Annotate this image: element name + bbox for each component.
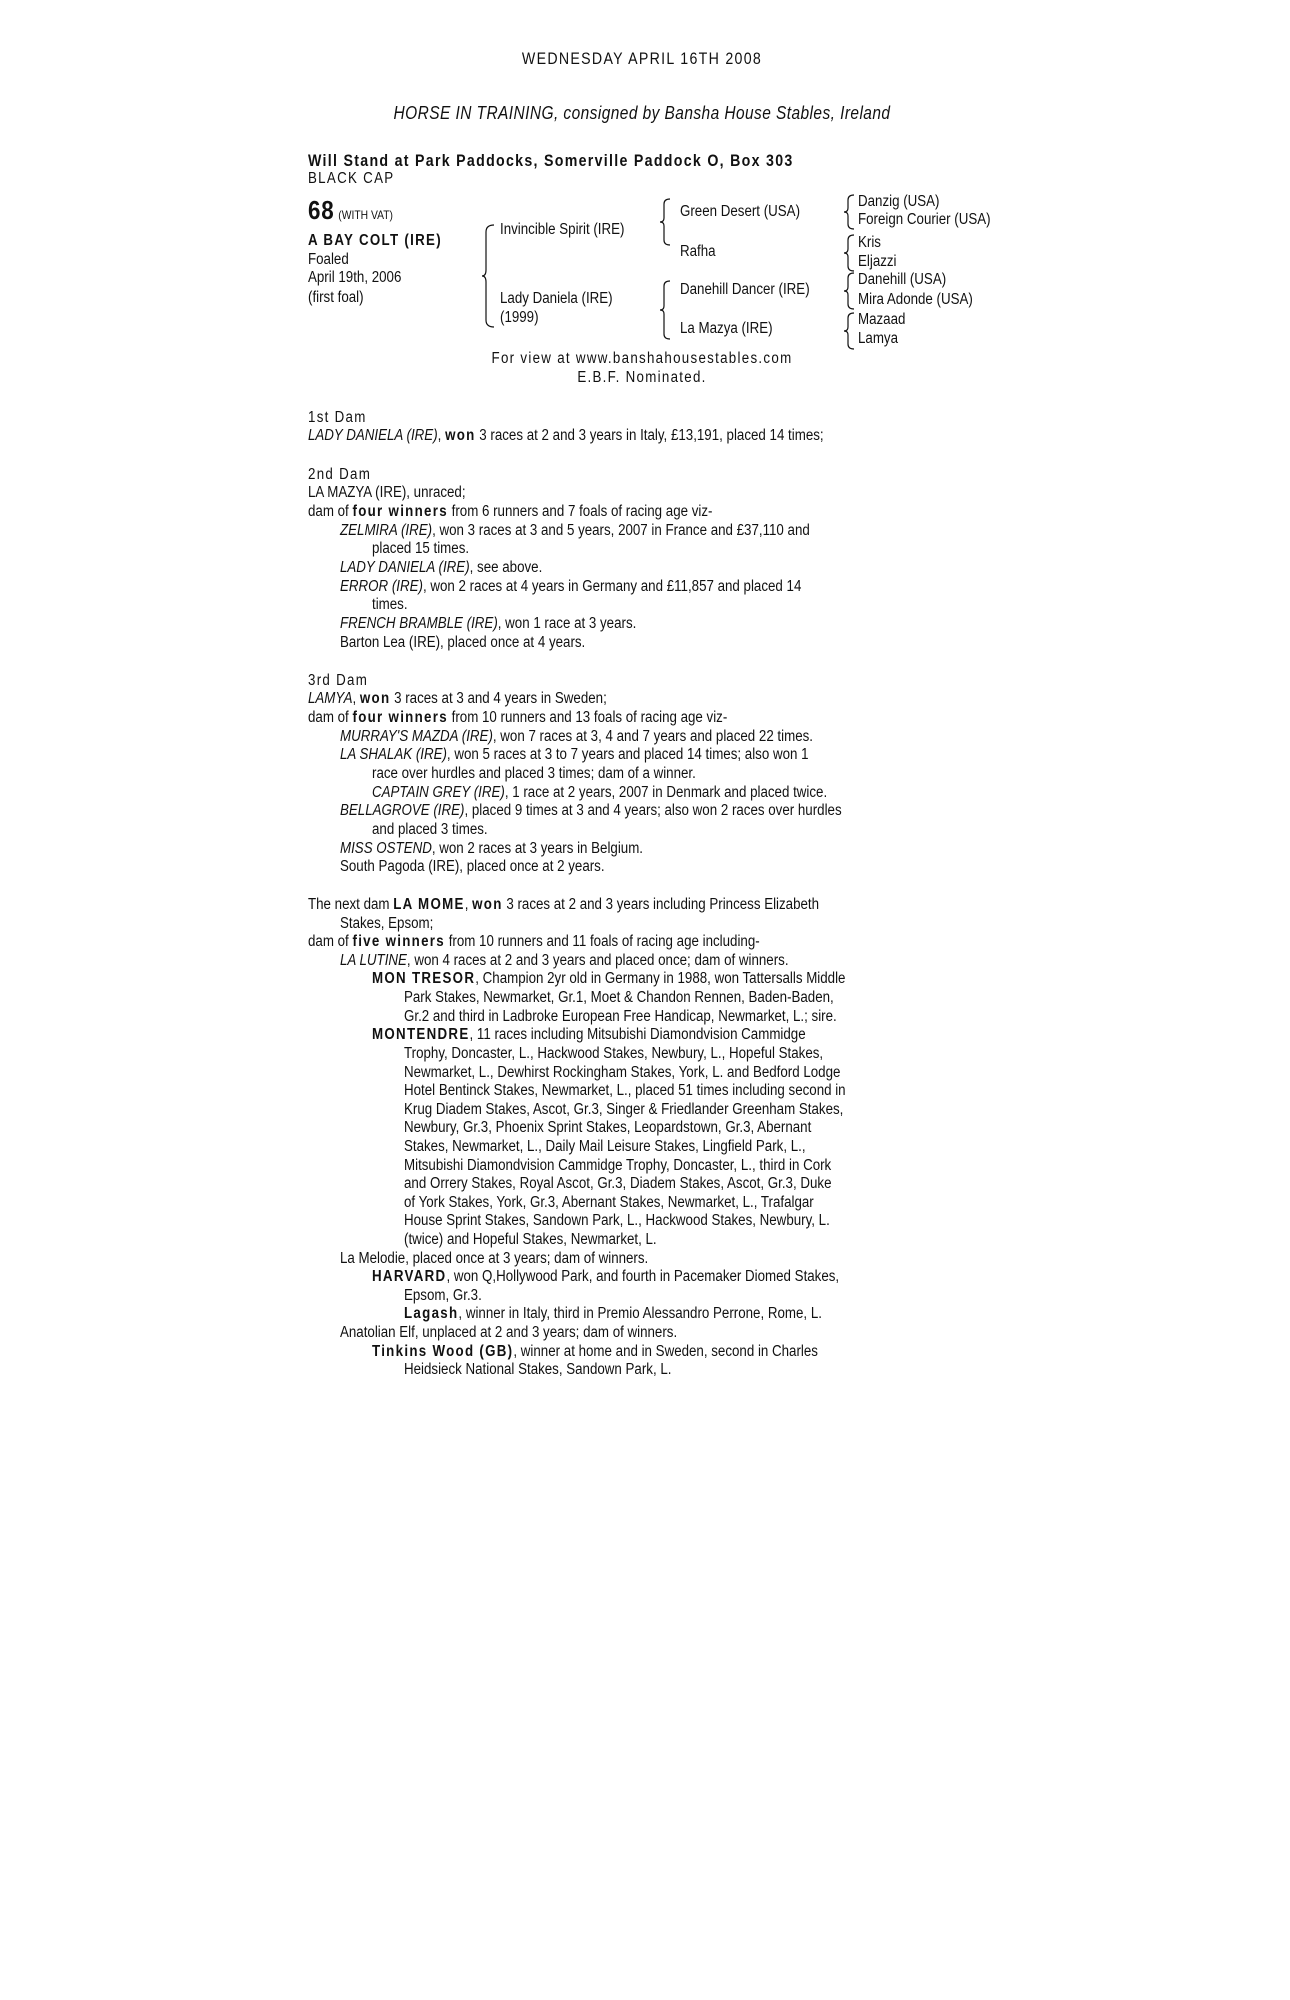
dam3-progeny-2-sub: CAPTAIN GREY (IRE), 1 race at 2 years, 2007 in Denmark and placed twice. bbox=[372, 784, 828, 801]
sale-date: WEDNESDAY APRIL 16TH 2008 bbox=[521, 50, 763, 68]
dam1-won: won bbox=[445, 427, 476, 444]
pedigree-dss: Danehill (USA) bbox=[858, 271, 947, 288]
montendre-line-3: Hotel Bentinck Stakes, Newmarket, L., placed 51 times including second in bbox=[404, 1082, 846, 1099]
harvard: HARVARD, won Q,Hollywood Park, and fourth in Pacemaker Diomed Stakes, bbox=[372, 1268, 840, 1285]
tinkins-wood-cont: Heidsieck National Stakes, Sandown Park, L. bbox=[404, 1361, 672, 1378]
montendre-line-5: Newbury, Gr.3, Phoenix Sprint Stakes, Leopardstown, Gr.3, Abernant bbox=[404, 1119, 812, 1136]
dam2-heading: 2nd Dam bbox=[308, 466, 372, 483]
montendre-line-4: Krug Diadem Stakes, Ascot, Gr.3, Singer & Friedlander Greenham Stakes, bbox=[404, 1101, 844, 1118]
first-foal: (first foal) bbox=[308, 289, 364, 306]
next-dam-line-cont: Stakes, Epsom; bbox=[340, 915, 434, 932]
consignment-title: HORSE IN TRAINING, consigned by Bansha House Stables, Ireland bbox=[393, 103, 891, 123]
pedigree-dam-sire: Danehill Dancer (IRE) bbox=[680, 281, 810, 298]
stand-location: Will Stand at Park Paddocks, Somerville Paddock O, Box 303 bbox=[308, 152, 794, 170]
foaled-date: April 19th, 2006 bbox=[308, 269, 402, 286]
pedigree-bracket-dam bbox=[660, 280, 672, 340]
dam1-line: LADY DANIELA (IRE), won 3 races at 2 and 3 years in Italy, £13,191, placed 14 times; bbox=[308, 427, 824, 444]
foaled-label: Foaled bbox=[308, 251, 349, 268]
pedigree-bracket-ds bbox=[844, 272, 856, 310]
next-dam-mon-tresor-l3: Gr.2 and third in Ladbroke European Free Handicap, Newmarket, L.; sire. bbox=[404, 1008, 837, 1025]
montendre-line-2: Newmarket, L., Dewhirst Rockingham Stakes, York, L. and Bedford Lodge bbox=[404, 1064, 841, 1081]
pedigree-dsd: Mira Adonde (USA) bbox=[858, 291, 973, 308]
dam3-progeny-1: MURRAY'S MAZDA (IRE), won 7 races at 3, 4 and 7 years and placed 22 times. bbox=[340, 728, 813, 745]
dam3-progeny-3-cont: and placed 3 times. bbox=[372, 821, 488, 838]
dam3-progeny-2: LA SHALAK (IRE), won 5 races at 3 to 7 years and placed 14 times; also won 1 bbox=[340, 746, 809, 763]
dam2-dam-of: dam of four winners from 6 runners and 7 foals of racing age viz- bbox=[308, 503, 713, 520]
tinkins-wood: Tinkins Wood (GB), winner at home and in Sweden, second in Charles bbox=[372, 1343, 818, 1360]
pedigree-bracket-dd bbox=[844, 312, 856, 350]
dam1-text: 3 races at 2 and 3 years in Italy, £13,191, placed 14 times; bbox=[475, 427, 824, 444]
pedigree-bracket-sd bbox=[844, 234, 856, 272]
pedigree-dam-dam: La Mazya (IRE) bbox=[680, 320, 773, 337]
pedigree-sire-dam: Rafha bbox=[680, 243, 716, 260]
dam3-progeny-2-cont: race over hurdles and placed 3 times; dam of a winner. bbox=[372, 765, 696, 782]
dam2-intro: LA MAZYA (IRE), unraced; bbox=[308, 484, 466, 501]
dam2-progeny-1-cont: placed 15 times. bbox=[372, 540, 470, 557]
dam1-heading: 1st Dam bbox=[308, 409, 367, 426]
montendre-line-1: Trophy, Doncaster, L., Hackwood Stakes, Newbury, L., Hopeful Stakes, bbox=[404, 1045, 824, 1062]
montendre-line-6: Stakes, Newmarket, L., Daily Mail Leisure Stakes, Lingfield Park, L., bbox=[404, 1138, 806, 1155]
anatolian-elf: Anatolian Elf, unplaced at 2 and 3 years; dam of winners. bbox=[340, 1324, 678, 1341]
pedigree-sire-sire: Green Desert (USA) bbox=[680, 203, 801, 220]
pedigree-ssd: Foreign Courier (USA) bbox=[858, 211, 991, 228]
pedigree-sdd: Eljazzi bbox=[858, 253, 897, 270]
dam3-progeny-4: MISS OSTEND, won 2 races at 3 years in Belgium. bbox=[340, 840, 644, 857]
harvard-cont: Epsom, Gr.3. bbox=[404, 1287, 482, 1304]
next-dam-mon-tresor-l2: Park Stakes, Newmarket, Gr.1, Moet & Chandon Rennen, Baden-Baden, bbox=[404, 989, 834, 1006]
pedigree-bracket-main bbox=[482, 224, 496, 328]
dam3-progeny-5: South Pagoda (IRE), placed once at 2 years. bbox=[340, 858, 605, 875]
pedigree-sire: Invincible Spirit (IRE) bbox=[500, 221, 625, 238]
montendre-line-7: Mitsubishi Diamondvision Cammidge Trophy, Doncaster, L., third in Cork bbox=[404, 1157, 832, 1174]
next-dam-line: The next dam LA MOME, won 3 races at 2 and 3 years including Princess Elizabeth bbox=[308, 896, 820, 913]
pedigree-dds: Mazaad bbox=[858, 311, 906, 328]
dam3-heading: 3rd Dam bbox=[308, 672, 369, 689]
dam3-progeny-3: BELLAGROVE (IRE), placed 9 times at 3 and 4 years; also won 2 races over hurdles bbox=[340, 802, 842, 819]
montendre-line-10: House Sprint Stakes, Sandown Park, L., Hackwood Stakes, Newbury, L. bbox=[404, 1212, 830, 1229]
pedigree-dam-year: (1999) bbox=[500, 309, 539, 326]
pedigree-ddd: Lamya bbox=[858, 330, 899, 347]
dam2-progeny-3: ERROR (IRE), won 2 races at 4 years in Germany and £11,857 and placed 14 bbox=[340, 578, 802, 595]
next-dam-mon-tresor: MON TRESOR, Champion 2yr old in Germany in 1988, won Tattersalls Middle bbox=[372, 970, 846, 987]
montendre-line-8: and Orrery Stakes, Royal Ascot, Gr.3, Diadem Stakes, Ascot, Gr.3, Duke bbox=[404, 1175, 832, 1192]
next-dam-dam-of: dam of five winners from 10 runners and 11 foals of racing age including- bbox=[308, 933, 760, 950]
horse-title: A BAY COLT (IRE) bbox=[308, 232, 442, 249]
dam3-line: LAMYA, won 3 races at 3 and 4 years in Sweden; bbox=[308, 690, 607, 707]
lot-number: 68 bbox=[308, 195, 335, 225]
dam2-progeny-2: LADY DANIELA (IRE), see above. bbox=[340, 559, 543, 576]
lagash: Lagash, winner in Italy, third in Premio Alessandro Perrone, Rome, L. bbox=[404, 1305, 822, 1322]
black-cap: BLACK CAP bbox=[308, 170, 395, 187]
dam2-progeny-3-cont: times. bbox=[372, 596, 408, 613]
ebf-nominated: E.B.F. Nominated. bbox=[577, 369, 707, 386]
pedigree-sss: Danzig (USA) bbox=[858, 193, 940, 210]
next-dam-montendre: MONTENDRE, 11 races including Mitsubishi Diamondvision Cammidge bbox=[372, 1026, 806, 1043]
dam2-progeny-5: Barton Lea (IRE), placed once at 4 years. bbox=[340, 634, 586, 651]
la-melodie: La Melodie, placed once at 3 years; dam of winners. bbox=[340, 1250, 649, 1267]
view-link[interactable]: For view at www.banshahousestables.com bbox=[491, 350, 793, 367]
montendre-line-11: (twice) and Hopeful Stakes, Newmarket, L. bbox=[404, 1231, 657, 1248]
pedigree-dam: Lady Daniela (IRE) bbox=[500, 290, 613, 307]
next-dam-la-lutine: LA LUTINE, won 4 races at 2 and 3 years and placed once; dam of winners. bbox=[340, 952, 789, 969]
dam2-progeny-1: ZELMIRA (IRE), won 3 races at 3 and 5 years, 2007 in France and £37,110 and bbox=[340, 522, 810, 539]
dam2-progeny-4: FRENCH BRAMBLE (IRE), won 1 race at 3 years. bbox=[340, 615, 637, 632]
montendre-line-9: of York Stakes, York, Gr.3, Abernant Stakes, Newmarket, L., Trafalgar bbox=[404, 1194, 814, 1211]
pedigree-sds: Kris bbox=[858, 234, 881, 251]
dam1-name: LADY DANIELA (IRE) bbox=[308, 427, 438, 444]
pedigree-bracket-sire bbox=[660, 198, 672, 246]
lot-number-line bbox=[308, 196, 393, 224]
vat-note: (WITH VAT) bbox=[338, 208, 393, 222]
pedigree-bracket-ss bbox=[844, 194, 856, 230]
dam3-dam-of: dam of four winners from 10 runners and 13 foals of racing age viz- bbox=[308, 709, 728, 726]
